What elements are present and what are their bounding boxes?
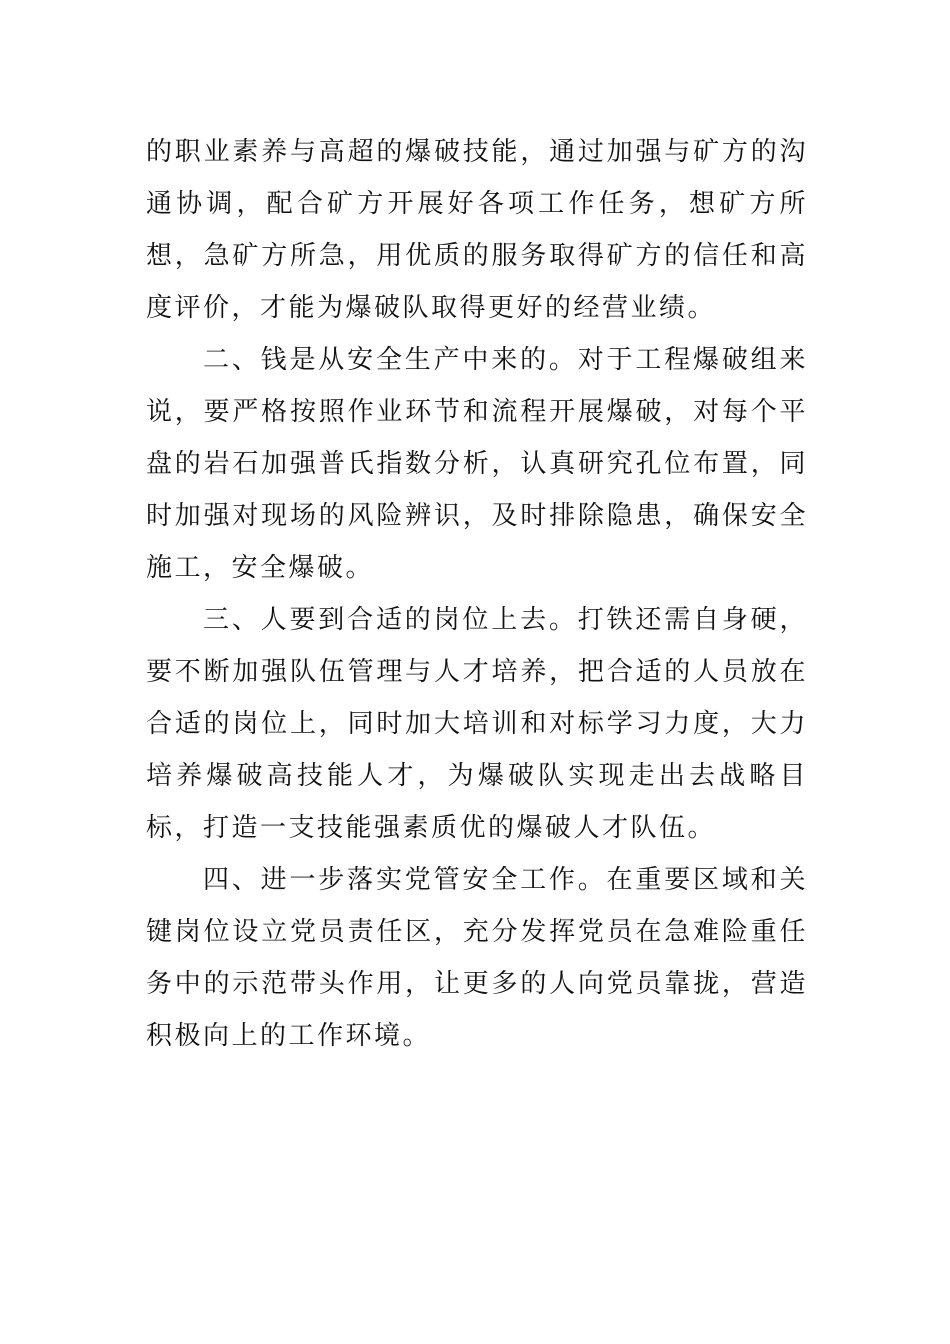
document-body: [146, 126, 808, 1062]
paragraph-continuation: 的职业素养与高超的爆破技能，通过加强与矿方的沟通协调，配合矿方开展好各项工作任务，想矿方所想，急矿方所急，用优质的服务取得矿方的信任和高度评价，才能为爆破队取得更好的经营业绩。: [146, 137, 808, 323]
paragraph-money-from-safety: 二、钱是从安全生产中来的。对于工程爆破组来说，要严格按照作业环节和流程开展爆破，对每个平盘的岩石加强普氏指数分析，认真研究孔位布置，同时加强对现场的风险辨识，及时排除隐患，确保安全施工，安全爆破。: [146, 345, 808, 583]
paragraph-right-person-right-post: 三、人要到合适的岗位上去。打铁还需自身硬，要不断加强队伍管理与人才培养，把合适的人员放在合适的岗位上，同时加大培训和对标学习力度，大力培养爆破高技能人才，为爆破队实现走出去战略目标，打造一支技能强素质优的爆破人才队伍。: [146, 605, 808, 843]
paragraph-party-safety-work: 四、进一步落实党管安全工作。在重要区域和关键岗位设立党员责任区，充分发挥党员在急难险重任务中的示范带头作用，让更多的人向党员靠拢，营造积极向上的工作环境。: [146, 865, 808, 1051]
